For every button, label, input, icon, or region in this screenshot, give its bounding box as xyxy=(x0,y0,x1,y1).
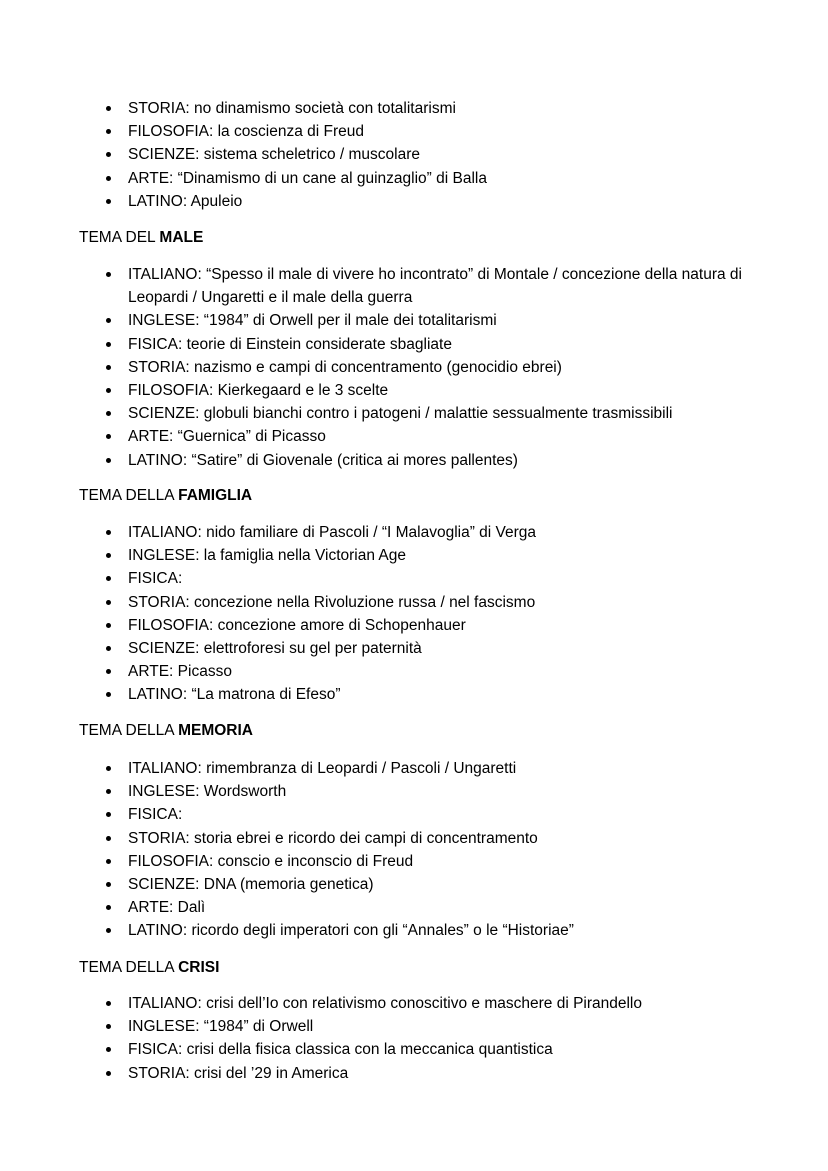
section-list-crisi xyxy=(0,992,828,1085)
section-heading-prefix: TEMA DELLA xyxy=(79,722,179,739)
list-item: FISICA: xyxy=(0,567,828,590)
list-item: FILOSOFIA: Kierkegaard e le 3 scelte xyxy=(0,379,828,402)
list-item: STORIA: crisi del ’29 in America xyxy=(0,1062,828,1085)
section-heading-keyword: MALE xyxy=(159,229,204,246)
list-item: ARTE: “Guernica” di Picasso xyxy=(0,425,828,448)
section-heading-memoria xyxy=(79,721,253,741)
section-list-famiglia xyxy=(0,521,828,707)
section-heading-famiglia xyxy=(79,486,252,506)
section-heading-crisi xyxy=(79,958,219,978)
list-item: LATINO: “Satire” di Giovenale (critica ai mores pallentes) xyxy=(0,449,828,472)
list-item: SCIENZE: sistema scheletrico / muscolare xyxy=(0,143,828,166)
section-list-memoria xyxy=(0,757,828,943)
list-item: ITALIANO: rimembranza di Leopardi / Pascoli / Ungaretti xyxy=(0,757,828,780)
list-item: FILOSOFIA: la coscienza di Freud xyxy=(0,120,828,143)
section-heading-prefix: TEMA DELLA xyxy=(79,487,179,504)
list-item: FILOSOFIA: conscio e inconscio di Freud xyxy=(0,850,828,873)
list-item: INGLESE: la famiglia nella Victorian Age xyxy=(0,544,828,567)
list-item: STORIA: storia ebrei e ricordo dei campi di concentramento xyxy=(0,827,828,850)
section-list-block-crisi xyxy=(0,992,828,1085)
list-item: ARTE: Dalì xyxy=(0,896,828,919)
list-item: SCIENZE: elettroforesi su gel per paternità xyxy=(0,637,828,660)
list-item: STORIA: nazismo e campi di concentramento (genocidio ebrei) xyxy=(0,356,828,379)
section-heading-prefix: TEMA DELLA xyxy=(79,959,179,976)
list-item: FISICA: xyxy=(0,803,828,826)
section-list-male xyxy=(0,263,828,472)
intro-list-block xyxy=(0,97,828,213)
list-item: FILOSOFIA: concezione amore di Schopenhauer xyxy=(0,614,828,637)
section-heading-prefix: TEMA DEL xyxy=(79,229,160,246)
section-list-block-male xyxy=(0,263,828,472)
list-item: INGLESE: “1984” di Orwell per il male dei totalitarismi xyxy=(0,309,828,332)
section-heading-keyword: MEMORIA xyxy=(178,722,253,739)
list-item: STORIA: concezione nella Rivoluzione russa / nel fascismo xyxy=(0,591,828,614)
list-item: ARTE: “Dinamismo di un cane al guinzaglio” di Balla xyxy=(0,167,828,190)
list-item: FISICA: teorie di Einstein considerate sbagliate xyxy=(0,333,828,356)
list-item: INGLESE: Wordsworth xyxy=(0,780,828,803)
list-item: SCIENZE: DNA (memoria genetica) xyxy=(0,873,828,896)
section-heading-keyword: FAMIGLIA xyxy=(178,487,253,504)
section-heading-male xyxy=(79,228,203,248)
section-list-block-famiglia xyxy=(0,521,828,707)
list-item: LATINO: ricordo degli imperatori con gli “Annales” o le “Historiae” xyxy=(0,919,828,942)
list-item: ITALIANO: crisi dell’Io con relativismo conoscitivo e maschere di Pirandello xyxy=(0,992,828,1015)
list-item: INGLESE: “1984” di Orwell xyxy=(0,1015,828,1038)
list-item: ARTE: Picasso xyxy=(0,660,828,683)
list-item: FISICA: crisi della fisica classica con la meccanica quantistica xyxy=(0,1038,828,1061)
section-list-block-memoria xyxy=(0,757,828,943)
intro-list xyxy=(0,97,828,213)
list-item: LATINO: Apuleio xyxy=(0,190,828,213)
list-item: ITALIANO: nido familiare di Pascoli / “I Malavoglia” di Verga xyxy=(0,521,828,544)
list-item: LATINO: “La matrona di Efeso” xyxy=(0,683,828,706)
list-item: STORIA: no dinamismo società con totalitarismi xyxy=(0,97,828,120)
list-item: SCIENZE: globuli bianchi contro i patogeni / malattie sessualmente trasmissibili xyxy=(0,402,828,425)
list-item: ITALIANO: “Spesso il male di vivere ho incontrato” di Montale / concezione della natura di Leopardi / Ungaretti e il male della guerra xyxy=(0,263,828,309)
section-heading-keyword: CRISI xyxy=(178,959,220,976)
